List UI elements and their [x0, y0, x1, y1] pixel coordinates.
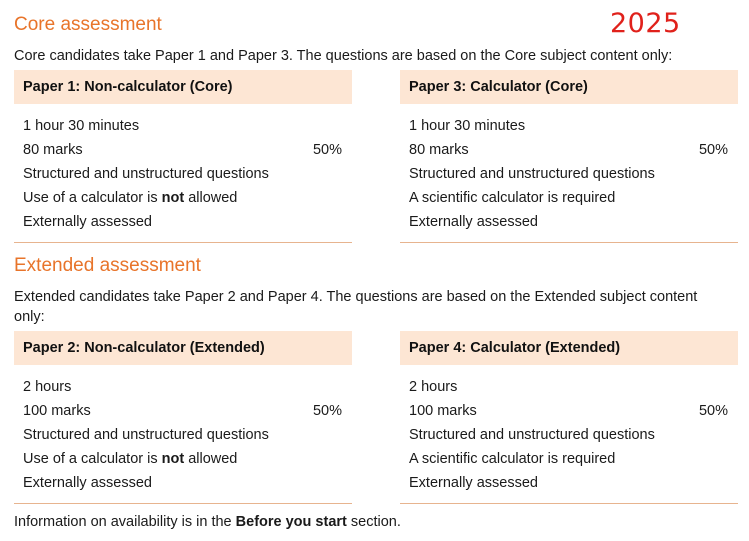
paper-2-calculator-rule: [23, 447, 352, 471]
paper-4-assessment: Externally assessed: [409, 475, 538, 491]
paper-3-calculator-rule: A scientific calculator is required: [409, 190, 616, 206]
paper-1-duration: 1 hour 30 minutes: [23, 118, 140, 134]
paper-4-marks: 100 marks: [409, 403, 477, 419]
paper-1-weight: 50%: [312, 142, 342, 158]
core-assessment-intro: Core candidates take Paper 1 and Paper 3. The questions are based on the Core subject content only:: [14, 48, 673, 64]
paper-2-calc-not: not: [161, 451, 185, 467]
paper-3-title: Paper 3: Calculator (Core): [400, 70, 738, 104]
paper-2-weight: 50%: [312, 403, 342, 419]
paper-2-question-type: Structured and unstructured questions: [23, 427, 269, 443]
paper-2-details: [14, 365, 352, 503]
availability-text-before: Information on availability is in the: [14, 514, 236, 530]
paper-1-assessment: Externally assessed: [23, 214, 152, 230]
paper-3-box: [400, 70, 738, 243]
paper-3-weight: 50%: [698, 142, 728, 158]
paper-4-details: [400, 365, 738, 503]
paper-1-calc-not: not: [161, 190, 185, 206]
extended-assessment-title: Extended assessment: [14, 255, 201, 276]
year-annotation: 2025: [610, 8, 681, 39]
paper-2-marks: 100 marks: [23, 403, 91, 419]
paper-3-marks: 80 marks: [409, 142, 469, 158]
paper-4-title: Paper 4: Calculator (Extended): [400, 331, 738, 365]
paper-1-details: [14, 104, 352, 242]
paper-4-question-type: Structured and unstructured questions: [409, 427, 655, 443]
paper-2-assessment: Externally assessed: [23, 475, 152, 491]
paper-1-calc-text-before: Use of a calculator is: [23, 190, 162, 206]
paper-3-details: [400, 104, 738, 242]
paper-2-duration: 2 hours: [23, 379, 72, 395]
paper-4-weight: 50%: [698, 403, 728, 419]
paper-2-calc-text-after: allowed: [184, 451, 238, 467]
paper-3-question-type: Structured and unstructured questions: [409, 166, 655, 182]
paper-4-calculator-rule: A scientific calculator is required: [409, 451, 616, 467]
paper-2-title: Paper 2: Non-calculator (Extended): [14, 331, 352, 365]
paper-1-box: [14, 70, 352, 243]
paper-2-box: [14, 331, 352, 504]
paper-4-duration: 2 hours: [409, 379, 458, 395]
availability-note: [14, 514, 401, 530]
paper-1-calc-text-after: allowed: [184, 190, 238, 206]
before-you-start-reference: Before you start: [235, 514, 347, 530]
core-assessment-title: Core assessment: [14, 14, 162, 35]
paper-3-duration: 1 hour 30 minutes: [409, 118, 526, 134]
paper-1-question-type: Structured and unstructured questions: [23, 166, 269, 182]
availability-text-after: section.: [346, 514, 401, 530]
paper-1-calculator-rule: [23, 186, 352, 210]
paper-1-marks: 80 marks: [23, 142, 83, 158]
paper-1-title: Paper 1: Non-calculator (Core): [14, 70, 352, 104]
paper-3-assessment: Externally assessed: [409, 214, 538, 230]
extended-assessment-intro: Extended candidates take Paper 2 and Paper 4. The questions are based on the Extended subject content only:: [14, 289, 698, 325]
paper-4-box: [400, 331, 738, 504]
paper-2-calc-text-before: Use of a calculator is: [23, 451, 162, 467]
